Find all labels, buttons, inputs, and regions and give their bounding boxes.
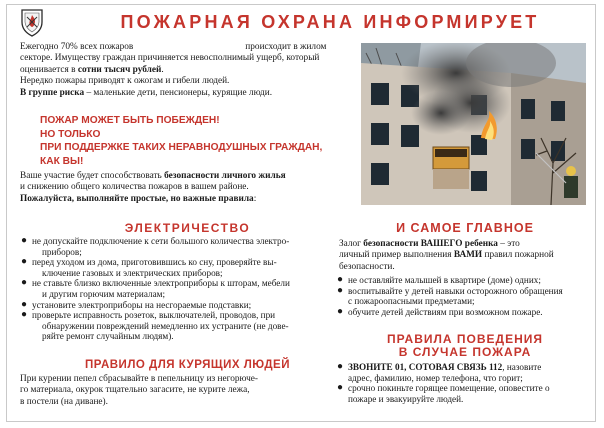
list-item: ● воспитывайте у детей навыки осторожного обращения с пожароопасными предметами; xyxy=(337,284,563,307)
participation-text: Ваше участие будет способствовать безопасности личного жилья и снижению общего количества пожаров в вашем районе. Пожалуйста, выполняйте простые, но важные правила: xyxy=(20,171,286,204)
fire-rules-list xyxy=(336,362,594,404)
burning-building-photo xyxy=(361,43,586,205)
electricity-heading: ЭЛЕКТРИЧЕСТВО xyxy=(124,221,251,235)
electricity-list xyxy=(20,236,355,342)
child-safety-list xyxy=(336,275,591,317)
smokers-text: При курении пепел сбрасывайте в пепельницу из негорюче- го материала, окурок тщательно загасите, не курите лежа, в постели (на диване). xyxy=(20,374,259,407)
list-item: ● срочно покиньте горящее помещение, оповестите о пожаре и эвакуируйте людей. xyxy=(337,382,550,404)
fire-rules-heading: ПРАВИЛА ПОВЕДЕНИЯ В СЛУЧАЕ ПОЖАРА xyxy=(386,332,544,359)
list-item: ● обучите детей действиям при возможном пожаре. xyxy=(337,305,543,317)
list-item: ● не оставляйте малышей в квартире (доме) одних; xyxy=(337,274,541,285)
intro-text: Ежегодно 70% всех пожаров происходит в жилом секторе. Имуществу граждан причиняется невосполнимый ущерб, который оценивается в сотни тысяч рублей. Нередко пожары приводят к ожогам и гибели людей. В группе риска – маленькие дети, пенсионеры, курящие люди. xyxy=(20,42,327,98)
list-item: ● перед уходом из дома, приготовившись ко сну, проверяйте вы- ключение газовых и электрических приборов; xyxy=(21,256,277,278)
list-item: ● установите электроприборы на несгораемые подставки; xyxy=(21,298,252,310)
list-item: ● ЗВОНИТЕ 01, СОТОВАЯ СВЯЗЬ 112, назовите адрес, фамилию, номер телефона, что горит; xyxy=(337,361,542,383)
list-item: ● не допускайте подключение к сети большого количества электро- приборов; xyxy=(21,235,290,257)
main-heading: И САМОЕ ГЛАВНОЕ xyxy=(396,221,534,235)
main-text: Залог безопасности ВАШЕГО ребенка – это личный пример выполнения ВАМИ правил пожарной безопасности. xyxy=(339,239,554,272)
fire-service-emblem-icon xyxy=(20,8,44,38)
smokers-heading: ПРАВИЛО ДЛЯ КУРЯЩИХ ЛЮДЕЙ xyxy=(85,359,290,371)
slogan: ПОЖАР МОЖЕТ БЫТЬ ПОБЕЖДЕН! НО ТОЛЬКО ПРИ ПОДДЕРЖКЕ ТАКИХ НЕРАВНОДУШНЫХ ГРАЖДАН, КАК ВЫ! xyxy=(40,115,323,167)
list-item: ● проверьте исправность розеток, выключателей, проводов, при обнаружении повреждений немедленно их устраните (не дове- ряйте ремонт случайным людям). xyxy=(21,309,289,342)
list-item: ● не ставьте близко включенные электроприборы к шторам, мебели и другим горючим материалам; xyxy=(21,277,290,299)
poster-title: ПОЖАРНАЯ ОХРАНА ИНФОРМИРУЕТ xyxy=(120,12,540,32)
